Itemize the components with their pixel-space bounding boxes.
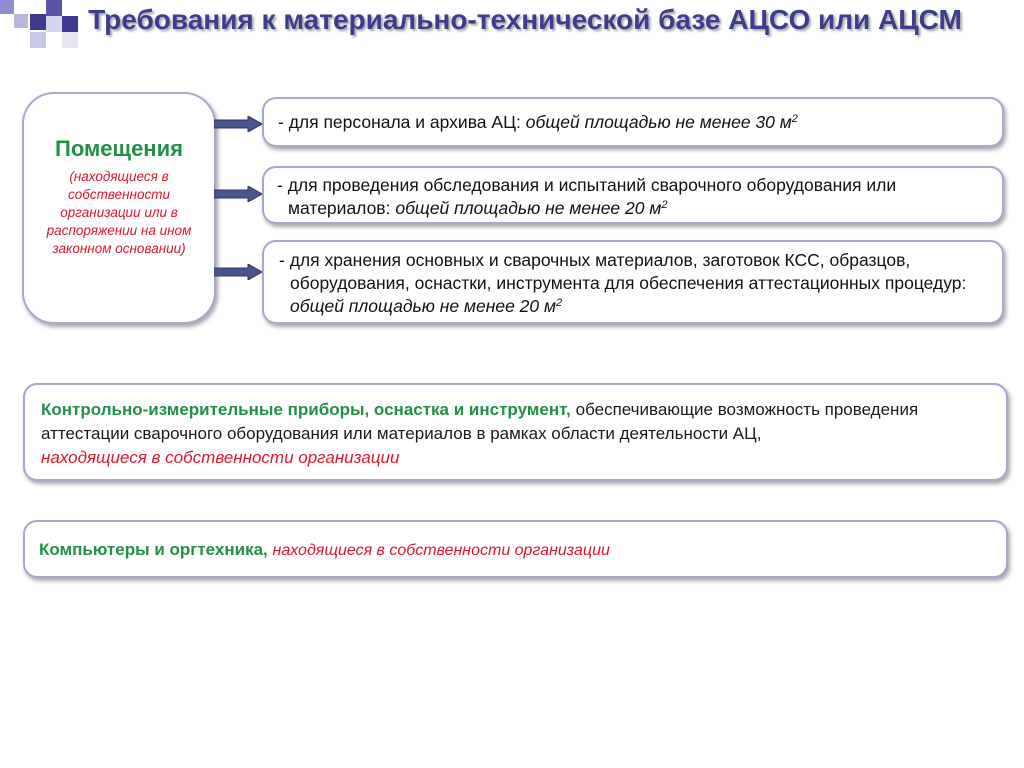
requirement-text: - для проведения обследования и испытаний сварочного оборудования или материалов: bbox=[277, 175, 897, 218]
instruments-ownership: находящиеся в собственности организации bbox=[41, 448, 400, 467]
requirement-storage bbox=[262, 240, 1004, 324]
area-unit-sup: 2 bbox=[791, 113, 798, 125]
requirement-area: общей площадью не менее 20 м bbox=[290, 296, 556, 316]
computers-box bbox=[23, 520, 1008, 578]
instruments-box bbox=[23, 383, 1008, 481]
area-unit-sup: 2 bbox=[556, 297, 563, 309]
page-title: Требования к материально-технической базе АЦСО или АЦСМ bbox=[88, 4, 962, 35]
premises-heading: Помещения bbox=[55, 136, 183, 161]
computers-ownership: находящиеся в собственности организации bbox=[272, 542, 610, 559]
requirement-area: общей площадью не менее 20 м bbox=[395, 198, 662, 218]
area-unit-sup: 2 bbox=[661, 199, 668, 211]
instruments-text: обеспечивающие возможность проведения аттестации сварочного оборудования или материалов в рамках области деятельности АЦ, bbox=[41, 400, 919, 443]
premises-note: (находящиеся в собственности организации или в распоряжении на ином законном основании) bbox=[46, 169, 192, 256]
premises-box bbox=[22, 92, 216, 324]
requirement-staff-archive bbox=[262, 97, 1004, 147]
arrow-right-icon bbox=[214, 186, 262, 202]
requirement-text: - для персонала и архива АЦ: bbox=[278, 112, 521, 132]
requirement-testing bbox=[262, 166, 1004, 224]
arrow-right-icon bbox=[214, 264, 262, 280]
instruments-highlight: Контрольно-измерительные приборы, оснастка и инструмент, bbox=[41, 400, 571, 419]
requirement-area: общей площадью не менее 30 м bbox=[525, 112, 792, 132]
requirement-text: - для хранения основных и сварочных материалов, заготовок КСС, образцов, оборудования, оснастки, инструмента для обеспечения аттестационных процедур: bbox=[279, 250, 967, 293]
arrow-right-icon bbox=[214, 116, 262, 132]
computers-highlight: Компьютеры и оргтехника, bbox=[39, 540, 268, 559]
